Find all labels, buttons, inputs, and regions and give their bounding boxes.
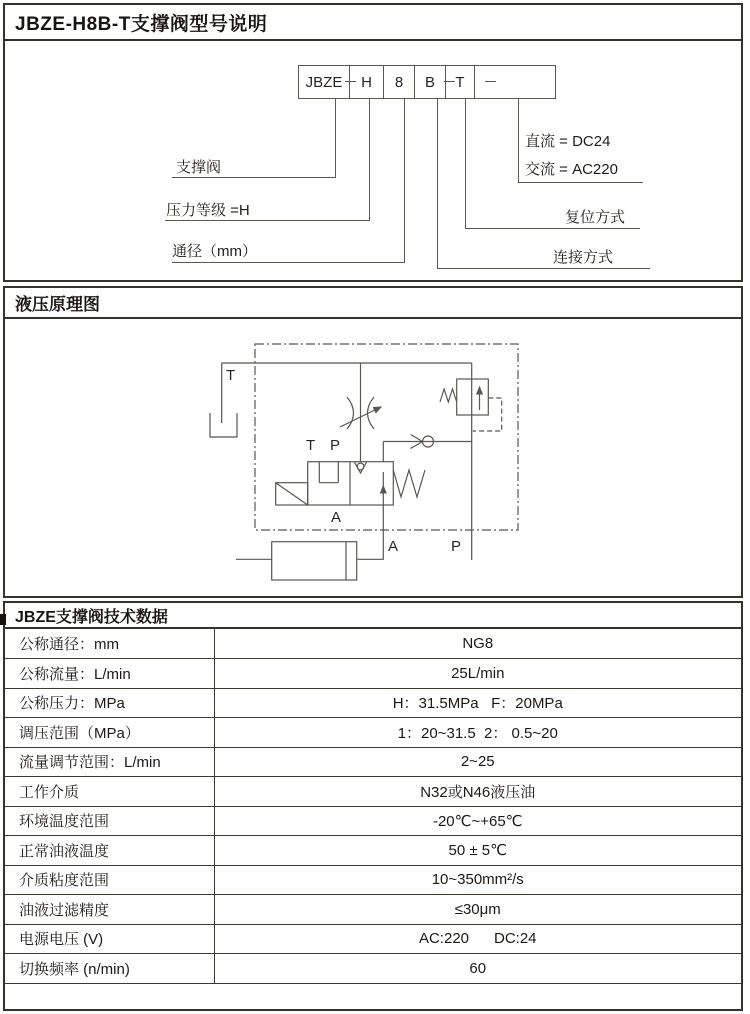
table-row (5, 629, 741, 659)
row-label: 公称流量：L/min (5, 659, 214, 689)
valve-t-label: T (306, 437, 316, 454)
callout-connection-mode: 连接方式 (553, 249, 614, 266)
port-p-label: P (451, 538, 462, 555)
row-label: 切换频率 (n/min) (5, 954, 214, 984)
margin-tab-marker (0, 614, 6, 625)
port-a-label: A (388, 538, 399, 555)
row-value: 10~350mm²/s (214, 865, 741, 895)
row-value: N32或N46液压油 (214, 777, 741, 807)
row-label: 环境温度范围 (5, 806, 214, 836)
callout-pressure-grade: 压力等级 =H (166, 202, 250, 219)
row-value: 2~25 (214, 747, 741, 777)
row-value: AC:220 DC:24 (214, 924, 741, 954)
row-value: 50 ± 5℃ (214, 836, 741, 866)
model-code-cell: T (446, 66, 475, 98)
table-row (5, 865, 741, 895)
table-row (5, 924, 741, 954)
model-code-cell: H (350, 66, 384, 98)
section-model-explanation (3, 3, 743, 282)
table-row (5, 718, 741, 748)
row-label: 公称通径：mm (5, 629, 214, 659)
table-row (5, 747, 741, 777)
valve-p-label: P (330, 437, 341, 454)
section-hydraulic-schematic (3, 286, 743, 598)
valve-a-label: A (331, 509, 342, 526)
section-technical-data (3, 601, 743, 1011)
model-code-cell: JBZE (299, 66, 350, 98)
callout-support-valve: 支撑阀 (176, 159, 222, 176)
row-value: 60 (214, 954, 741, 984)
section1-title: JBZE-H8B-T支撑阀型号说明 (5, 5, 741, 41)
callout-dc-voltage: 直流 = DC24 (525, 133, 611, 150)
row-label: 工作介质 (5, 777, 214, 807)
section3-title: JBZE支撑阀技术数据 (5, 603, 741, 629)
technical-data-table (5, 629, 741, 984)
row-label: 公称压力：MPa (5, 688, 214, 718)
row-value: NG8 (214, 629, 741, 659)
section2-title: 液压原理图 (5, 288, 741, 319)
tank-label: T (226, 367, 236, 384)
row-value: -20℃~+65℃ (214, 806, 741, 836)
table-row (5, 688, 741, 718)
table-row (5, 777, 741, 807)
row-label: 电源电压 (V) (5, 924, 214, 954)
model-code-cell: 8 (384, 66, 415, 98)
row-label: 介质粘度范围 (5, 865, 214, 895)
row-value: 25L/min (214, 659, 741, 689)
callout-diameter: 通径（mm） (172, 243, 257, 260)
table-row (5, 836, 741, 866)
table-row (5, 806, 741, 836)
row-value: ≤30μm (214, 895, 741, 925)
model-code-cell: B (415, 66, 446, 98)
row-label: 正常油液温度 (5, 836, 214, 866)
callout-ac-voltage: 交流 = AC220 (525, 161, 618, 178)
row-label: 流量调节范围：L/min (5, 747, 214, 777)
table-row (5, 954, 741, 984)
row-label: 调压范围（MPa） (5, 718, 214, 748)
table-row (5, 659, 741, 689)
technical-data-rows (5, 629, 741, 983)
row-label: 油液过滤精度 (5, 895, 214, 925)
table-row (5, 895, 741, 925)
callout-reset-mode: 复位方式 (565, 209, 626, 226)
row-value: 1：20~31.5 2： 0.5~20 (214, 718, 741, 748)
row-value: H：31.5MPa F：20MPa (214, 688, 741, 718)
